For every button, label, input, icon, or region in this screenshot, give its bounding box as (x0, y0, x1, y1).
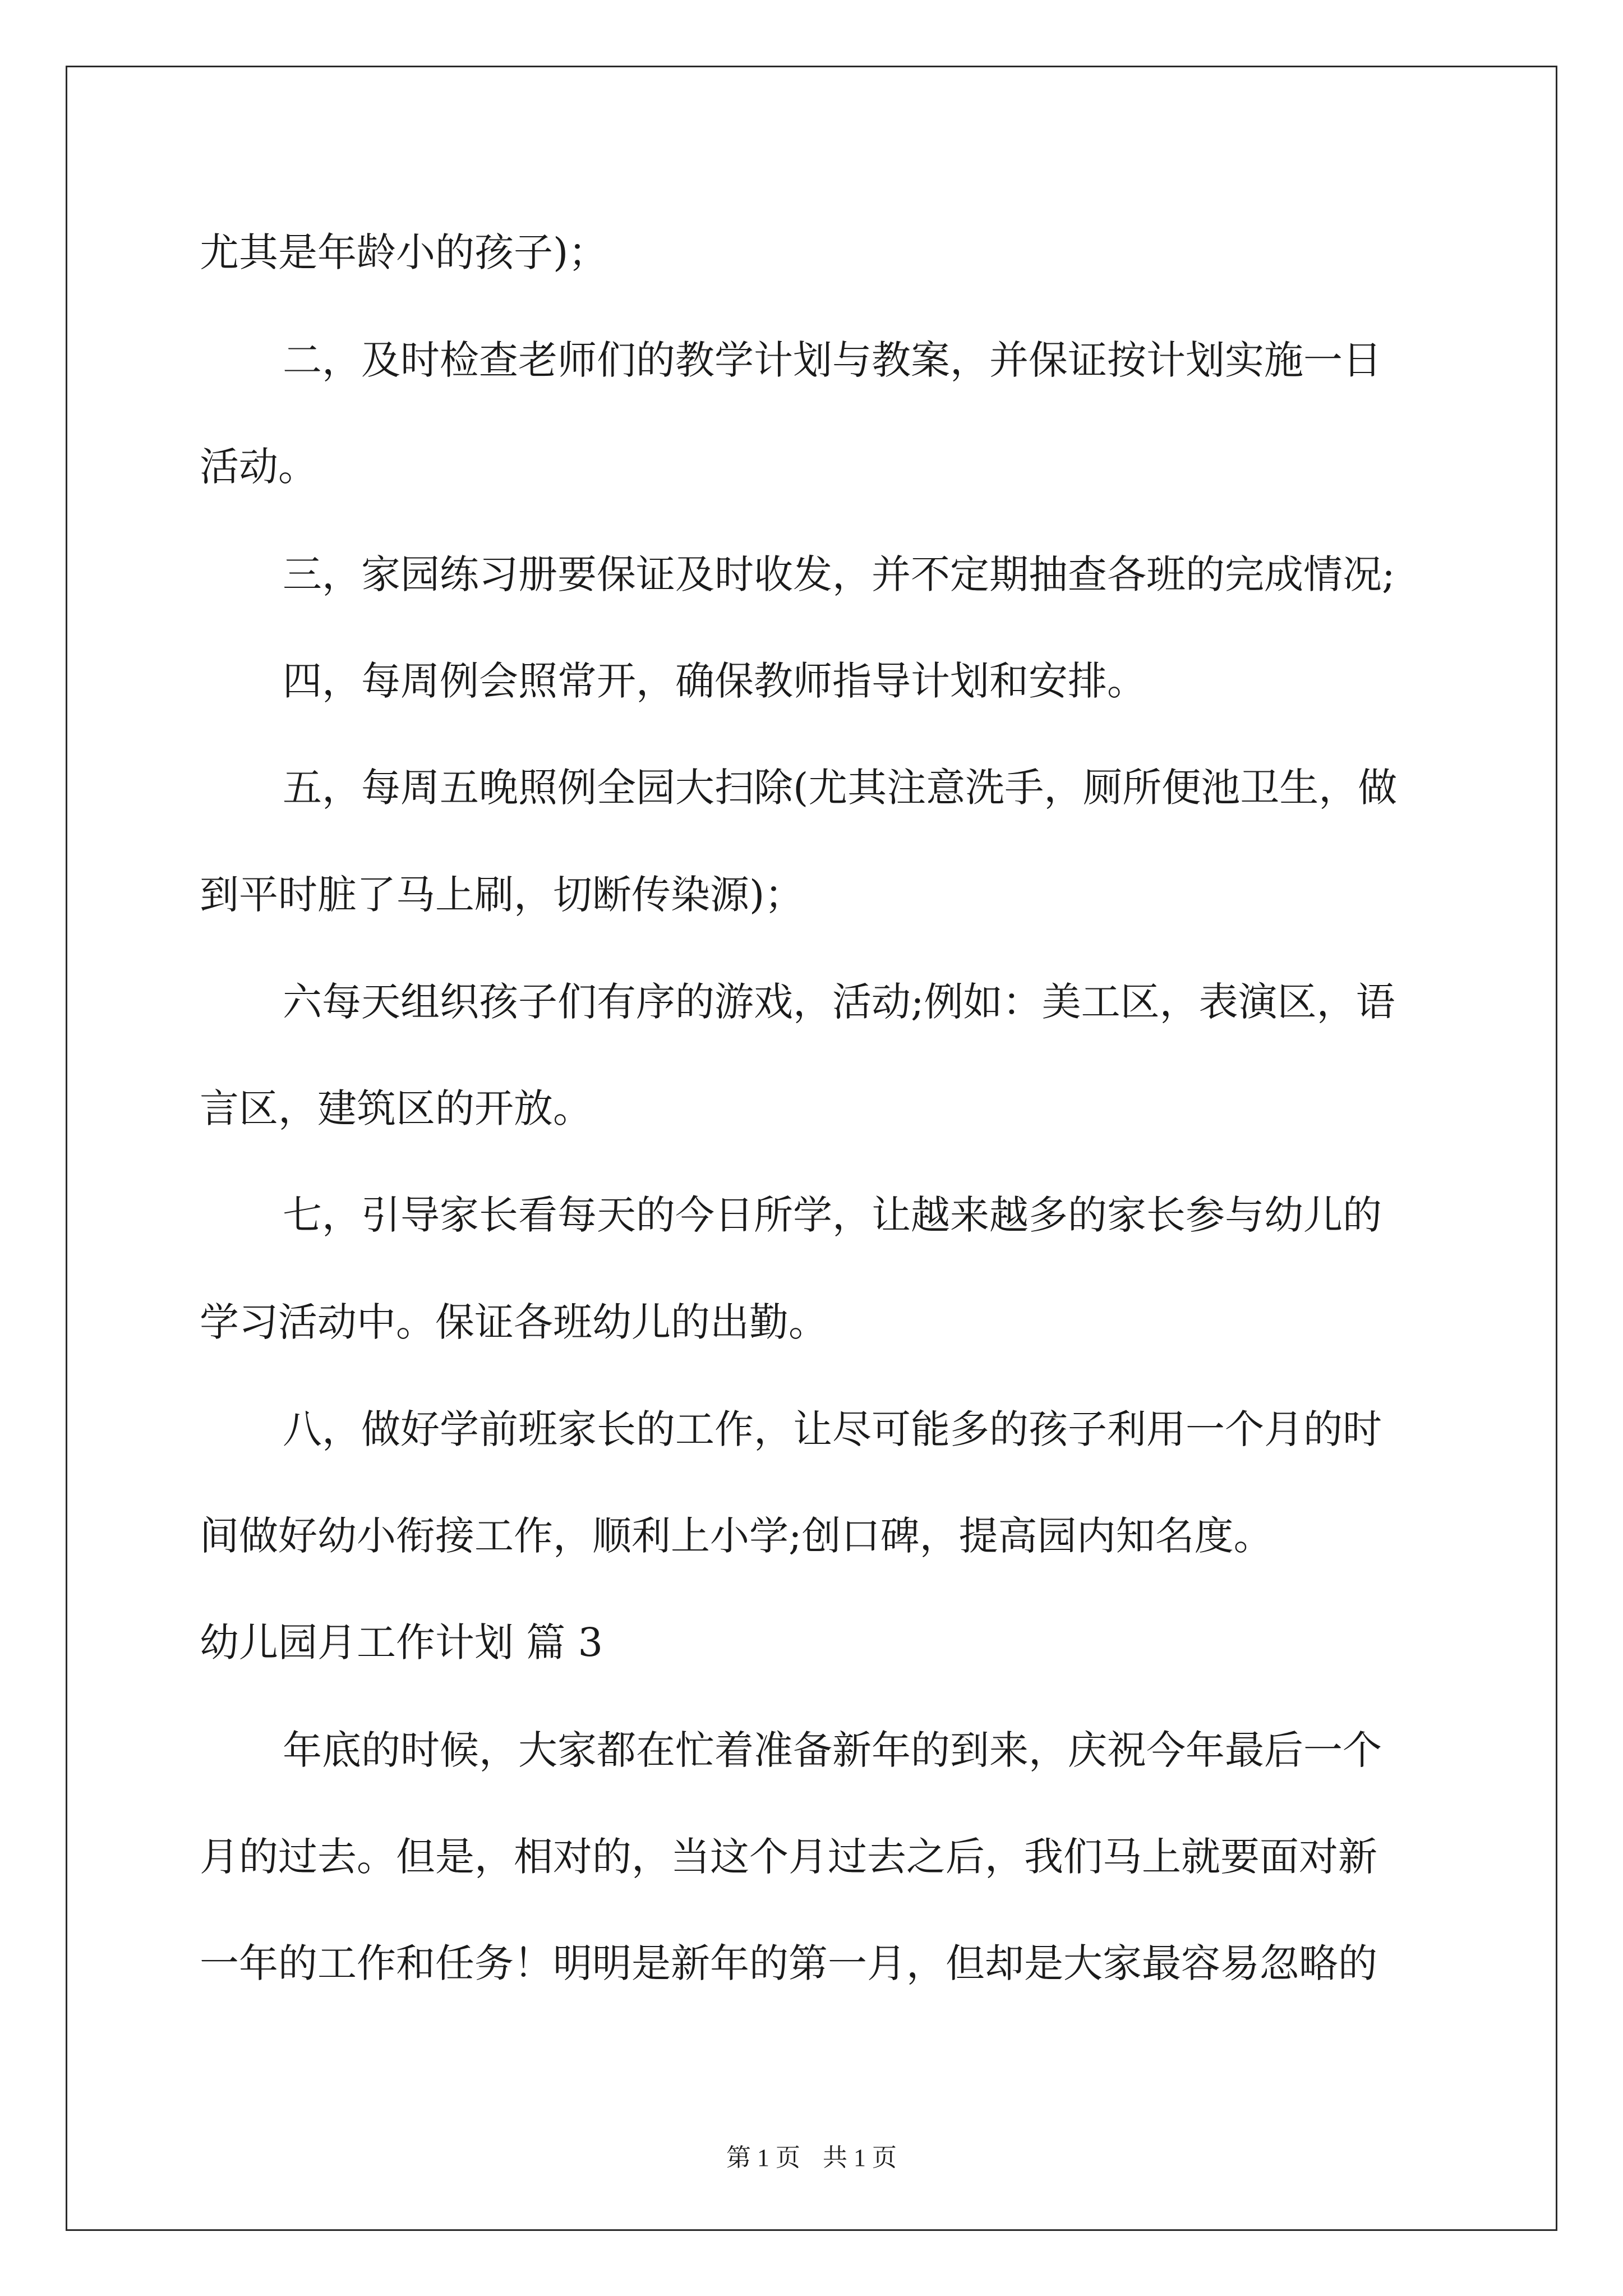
paragraph-first-line: 二，及时检查老师们的教学计划与教案，并保证按计划实施一日 (283, 337, 1382, 383)
paragraph-first-line: 八，做好学前班家长的工作，让尽可能多的孩子利用一个月的时 (283, 1406, 1382, 1452)
page-border (66, 66, 1557, 2231)
page-total: 共 1 页 (823, 2144, 897, 2171)
paragraph-first-line: 三，家园练习册要保证及时收发，并不定期抽查各班的完成情况; (283, 551, 1395, 597)
section-heading: 幼儿园月工作计划 篇 3 (200, 1619, 603, 1665)
text-line: 活动。 (200, 444, 317, 490)
page-number: 第 1 页 (726, 2144, 800, 2171)
paragraph-first-line: 年底的时候，大家都在忙着准备新年的到来，庆祝今年最后一个 (283, 1727, 1382, 1773)
page-footer (0, 2137, 1623, 2173)
paragraph-first-line: 七，引导家长看每天的今日所学，让越来越多的家长参与幼儿的 (283, 1192, 1382, 1238)
text-line: 一年的工作和任务！明明是新年的第一月，但却是大家最容易忽略的 (200, 1940, 1377, 1986)
text-line: 到平时脏了马上刷，切断传染源)； (200, 872, 804, 918)
text-line: 言区，建筑区的开放。 (200, 1085, 592, 1131)
text-line: 间做好幼小衔接工作，顺利上小学;创口碑，提高园内知名度。 (200, 1513, 1273, 1559)
paragraph-first-line: 四，每周例会照常开，确保教师指导计划和安排。 (283, 658, 1146, 704)
paragraph-first-line: 六每天组织孩子们有序的游戏，活动;例如：美工区，表演区，语 (283, 979, 1395, 1025)
text-line: 尤其是年龄小的孩子)； (200, 229, 608, 275)
text-line: 月的过去。但是，相对的，当这个月过去之后，我们马上就要面对新 (200, 1834, 1377, 1880)
paragraph-first-line: 五，每周五晚照例全园大扫除(尤其注意洗手，厕所便池卫生，做 (283, 765, 1398, 811)
text-line: 学习活动中。保证各班幼儿的出勤。 (200, 1299, 828, 1345)
